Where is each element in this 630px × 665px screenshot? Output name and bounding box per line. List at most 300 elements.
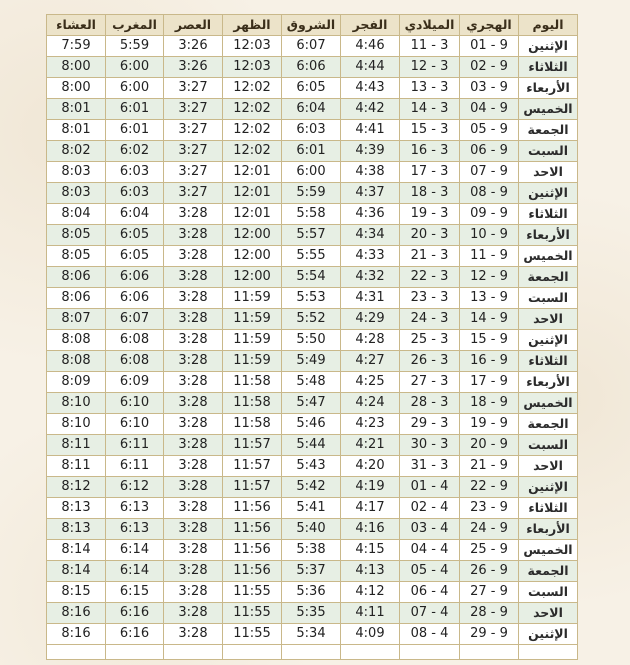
cell-fajr: 4:38: [341, 162, 400, 183]
cell-gregorian-date: 13 - 3: [400, 78, 460, 99]
cell-asr: 3:28: [164, 435, 223, 456]
empty-cell: [223, 645, 282, 660]
cell-isha: 8:03: [47, 162, 106, 183]
cell-isha: 8:01: [47, 120, 106, 141]
cell-fajr: 4:33: [341, 246, 400, 267]
cell-isha: 8:16: [47, 603, 106, 624]
cell-gregorian-date: 30 - 3: [400, 435, 460, 456]
empty-cell: [106, 645, 164, 660]
cell-sunrise: 5:54: [282, 267, 341, 288]
empty-cell: [519, 645, 578, 660]
cell-day: السبت: [519, 435, 578, 456]
cell-fajr: 4:44: [341, 57, 400, 78]
cell-hijri-date: 07 - 9: [460, 162, 519, 183]
cell-gregorian-date: 19 - 3: [400, 204, 460, 225]
cell-asr: 3:28: [164, 477, 223, 498]
cell-isha: 8:09: [47, 372, 106, 393]
cell-gregorian-date: 15 - 3: [400, 120, 460, 141]
cell-isha: 8:00: [47, 78, 106, 99]
cell-asr: 3:28: [164, 561, 223, 582]
cell-maghrib: 6:09: [106, 372, 164, 393]
cell-day: الأربعاء: [519, 519, 578, 540]
cell-day: الأربعاء: [519, 372, 578, 393]
cell-fajr: 4:09: [341, 624, 400, 645]
cell-gregorian-date: 16 - 3: [400, 141, 460, 162]
table-row: [47, 603, 578, 624]
cell-sunrise: 5:52: [282, 309, 341, 330]
cell-asr: 3:28: [164, 414, 223, 435]
cell-asr: 3:28: [164, 225, 223, 246]
cell-dhuhr: 11:55: [223, 624, 282, 645]
cell-dhuhr: 12:01: [223, 183, 282, 204]
cell-gregorian-date: 06 - 4: [400, 582, 460, 603]
table-row: [47, 225, 578, 246]
cell-sunrise: 6:00: [282, 162, 341, 183]
cell-isha: 8:15: [47, 582, 106, 603]
cell-asr: 3:28: [164, 309, 223, 330]
table-row: [47, 414, 578, 435]
cell-day: الإثنين: [519, 330, 578, 351]
cell-hijri-date: 22 - 9: [460, 477, 519, 498]
cell-maghrib: 6:05: [106, 225, 164, 246]
cell-maghrib: 6:11: [106, 456, 164, 477]
cell-hijri-date: 15 - 9: [460, 330, 519, 351]
cell-hijri-date: 17 - 9: [460, 372, 519, 393]
cell-dhuhr: 12:01: [223, 162, 282, 183]
cell-gregorian-date: 22 - 3: [400, 267, 460, 288]
cell-hijri-date: 26 - 9: [460, 561, 519, 582]
cell-asr: 3:28: [164, 624, 223, 645]
cell-sunrise: 5:40: [282, 519, 341, 540]
table-row: [47, 351, 578, 372]
table-row: [47, 309, 578, 330]
table-row: [47, 435, 578, 456]
cell-gregorian-date: 29 - 3: [400, 414, 460, 435]
cell-sunrise: 6:07: [282, 36, 341, 57]
cell-hijri-date: 23 - 9: [460, 498, 519, 519]
cell-dhuhr: 11:58: [223, 393, 282, 414]
cell-hijri-date: 09 - 9: [460, 204, 519, 225]
cell-fajr: 4:37: [341, 183, 400, 204]
cell-day: الإثنين: [519, 624, 578, 645]
cell-asr: 3:28: [164, 288, 223, 309]
empty-cell: [460, 645, 519, 660]
cell-day: الخميس: [519, 246, 578, 267]
cell-isha: 8:05: [47, 225, 106, 246]
cell-maghrib: 6:16: [106, 624, 164, 645]
cell-day: السبت: [519, 582, 578, 603]
table-row: [47, 288, 578, 309]
table-row: [47, 183, 578, 204]
cell-dhuhr: 12:02: [223, 120, 282, 141]
header-gregorian: الميلادي: [400, 15, 460, 36]
table-row: [47, 162, 578, 183]
table-row: [47, 267, 578, 288]
cell-sunrise: 5:55: [282, 246, 341, 267]
cell-day: السبت: [519, 141, 578, 162]
cell-isha: 8:01: [47, 99, 106, 120]
table-body: [47, 36, 578, 660]
table-row: [47, 393, 578, 414]
cell-asr: 3:27: [164, 78, 223, 99]
cell-maghrib: 6:07: [106, 309, 164, 330]
cell-fajr: 4:24: [341, 393, 400, 414]
cell-day: الثلاثاء: [519, 57, 578, 78]
cell-fajr: 4:29: [341, 309, 400, 330]
cell-sunrise: 5:41: [282, 498, 341, 519]
cell-fajr: 4:20: [341, 456, 400, 477]
cell-dhuhr: 12:01: [223, 204, 282, 225]
table-row: [47, 519, 578, 540]
cell-isha: 7:59: [47, 36, 106, 57]
cell-maghrib: 6:12: [106, 477, 164, 498]
cell-hijri-date: 03 - 9: [460, 78, 519, 99]
cell-isha: 8:10: [47, 414, 106, 435]
cell-hijri-date: 11 - 9: [460, 246, 519, 267]
cell-hijri-date: 04 - 9: [460, 99, 519, 120]
cell-hijri-date: 27 - 9: [460, 582, 519, 603]
table-row: [47, 57, 578, 78]
cell-day: الإثنين: [519, 36, 578, 57]
cell-isha: 8:05: [47, 246, 106, 267]
cell-day: الجمعة: [519, 414, 578, 435]
header-fajr: الفجر: [341, 15, 400, 36]
cell-fajr: 4:12: [341, 582, 400, 603]
cell-hijri-date: 29 - 9: [460, 624, 519, 645]
cell-isha: 8:04: [47, 204, 106, 225]
cell-gregorian-date: 24 - 3: [400, 309, 460, 330]
cell-gregorian-date: 20 - 3: [400, 225, 460, 246]
empty-cell: [282, 645, 341, 660]
cell-fajr: 4:21: [341, 435, 400, 456]
cell-asr: 3:27: [164, 99, 223, 120]
cell-gregorian-date: 08 - 4: [400, 624, 460, 645]
table-row: [47, 36, 578, 57]
table-row: [47, 99, 578, 120]
header-day: اليوم: [519, 15, 578, 36]
cell-maghrib: 6:08: [106, 351, 164, 372]
cell-sunrise: 5:38: [282, 540, 341, 561]
cell-maghrib: 6:14: [106, 561, 164, 582]
cell-isha: 8:00: [47, 57, 106, 78]
cell-day: الأربعاء: [519, 225, 578, 246]
cell-asr: 3:27: [164, 162, 223, 183]
cell-sunrise: 5:42: [282, 477, 341, 498]
prayer-times-table: [46, 14, 578, 660]
cell-maghrib: 6:16: [106, 603, 164, 624]
cell-isha: 8:08: [47, 351, 106, 372]
cell-asr: 3:27: [164, 141, 223, 162]
cell-asr: 3:28: [164, 267, 223, 288]
cell-day: الخميس: [519, 540, 578, 561]
cell-day: الاحد: [519, 603, 578, 624]
cell-maghrib: 6:08: [106, 330, 164, 351]
cell-gregorian-date: 25 - 3: [400, 330, 460, 351]
cell-day: الجمعة: [519, 267, 578, 288]
cell-isha: 8:14: [47, 561, 106, 582]
cell-maghrib: 6:10: [106, 393, 164, 414]
cell-asr: 3:28: [164, 603, 223, 624]
cell-day: الإثنين: [519, 477, 578, 498]
cell-maghrib: 6:03: [106, 183, 164, 204]
table-row-empty: [47, 645, 578, 660]
empty-cell: [341, 645, 400, 660]
table-row: [47, 120, 578, 141]
cell-day: الأربعاء: [519, 78, 578, 99]
cell-isha: 8:03: [47, 183, 106, 204]
cell-asr: 3:28: [164, 393, 223, 414]
cell-maghrib: 5:59: [106, 36, 164, 57]
cell-fajr: 4:27: [341, 351, 400, 372]
cell-fajr: 4:46: [341, 36, 400, 57]
cell-fajr: 4:15: [341, 540, 400, 561]
cell-fajr: 4:32: [341, 267, 400, 288]
cell-fajr: 4:23: [341, 414, 400, 435]
cell-dhuhr: 11:55: [223, 603, 282, 624]
cell-isha: 8:06: [47, 288, 106, 309]
cell-dhuhr: 11:57: [223, 435, 282, 456]
table-row: [47, 582, 578, 603]
cell-gregorian-date: 14 - 3: [400, 99, 460, 120]
cell-sunrise: 6:01: [282, 141, 341, 162]
cell-maghrib: 6:05: [106, 246, 164, 267]
cell-sunrise: 5:34: [282, 624, 341, 645]
cell-maghrib: 6:00: [106, 78, 164, 99]
cell-isha: 8:11: [47, 435, 106, 456]
cell-dhuhr: 11:56: [223, 540, 282, 561]
cell-gregorian-date: 04 - 4: [400, 540, 460, 561]
cell-fajr: 4:13: [341, 561, 400, 582]
cell-sunrise: 5:48: [282, 372, 341, 393]
cell-maghrib: 6:14: [106, 540, 164, 561]
cell-sunrise: 6:05: [282, 78, 341, 99]
cell-gregorian-date: 27 - 3: [400, 372, 460, 393]
cell-hijri-date: 28 - 9: [460, 603, 519, 624]
cell-dhuhr: 11:56: [223, 519, 282, 540]
cell-fajr: 4:42: [341, 99, 400, 120]
cell-fajr: 4:28: [341, 330, 400, 351]
cell-maghrib: 6:06: [106, 267, 164, 288]
cell-asr: 3:28: [164, 246, 223, 267]
cell-day: الاحد: [519, 162, 578, 183]
cell-fajr: 4:43: [341, 78, 400, 99]
header-hijri: الهجري: [460, 15, 519, 36]
table-row: [47, 561, 578, 582]
cell-fajr: 4:17: [341, 498, 400, 519]
cell-dhuhr: 11:59: [223, 309, 282, 330]
cell-gregorian-date: 02 - 4: [400, 498, 460, 519]
cell-isha: 8:07: [47, 309, 106, 330]
cell-dhuhr: 11:58: [223, 414, 282, 435]
cell-dhuhr: 11:58: [223, 372, 282, 393]
cell-sunrise: 5:49: [282, 351, 341, 372]
cell-sunrise: 5:53: [282, 288, 341, 309]
cell-maghrib: 6:13: [106, 519, 164, 540]
cell-fajr: 4:25: [341, 372, 400, 393]
cell-isha: 8:13: [47, 498, 106, 519]
cell-hijri-date: 16 - 9: [460, 351, 519, 372]
cell-dhuhr: 12:00: [223, 267, 282, 288]
cell-fajr: 4:36: [341, 204, 400, 225]
cell-day: الخميس: [519, 393, 578, 414]
cell-isha: 8:10: [47, 393, 106, 414]
cell-dhuhr: 12:02: [223, 78, 282, 99]
table-row: [47, 372, 578, 393]
header-dhuhr: الظهر: [223, 15, 282, 36]
cell-gregorian-date: 07 - 4: [400, 603, 460, 624]
cell-gregorian-date: 17 - 3: [400, 162, 460, 183]
cell-dhuhr: 12:02: [223, 141, 282, 162]
cell-dhuhr: 12:00: [223, 246, 282, 267]
cell-maghrib: 6:10: [106, 414, 164, 435]
cell-gregorian-date: 26 - 3: [400, 351, 460, 372]
cell-sunrise: 5:35: [282, 603, 341, 624]
cell-gregorian-date: 23 - 3: [400, 288, 460, 309]
cell-asr: 3:28: [164, 519, 223, 540]
cell-hijri-date: 14 - 9: [460, 309, 519, 330]
cell-hijri-date: 02 - 9: [460, 57, 519, 78]
cell-hijri-date: 20 - 9: [460, 435, 519, 456]
cell-gregorian-date: 21 - 3: [400, 246, 460, 267]
cell-maghrib: 6:11: [106, 435, 164, 456]
cell-dhuhr: 11:59: [223, 288, 282, 309]
cell-sunrise: 5:43: [282, 456, 341, 477]
cell-fajr: 4:11: [341, 603, 400, 624]
cell-maghrib: 6:04: [106, 204, 164, 225]
cell-dhuhr: 11:57: [223, 456, 282, 477]
cell-dhuhr: 11:57: [223, 477, 282, 498]
cell-dhuhr: 11:56: [223, 498, 282, 519]
table-row: [47, 78, 578, 99]
cell-sunrise: 5:36: [282, 582, 341, 603]
cell-isha: 8:14: [47, 540, 106, 561]
cell-isha: 8:11: [47, 456, 106, 477]
table-row: [47, 624, 578, 645]
cell-hijri-date: 13 - 9: [460, 288, 519, 309]
cell-fajr: 4:41: [341, 120, 400, 141]
cell-isha: 8:13: [47, 519, 106, 540]
table-row: [47, 540, 578, 561]
cell-hijri-date: 12 - 9: [460, 267, 519, 288]
cell-day: الثلاثاء: [519, 498, 578, 519]
table-row: [47, 330, 578, 351]
table-row: [47, 246, 578, 267]
cell-gregorian-date: 28 - 3: [400, 393, 460, 414]
header-maghrib: المغرب: [106, 15, 164, 36]
cell-isha: 8:12: [47, 477, 106, 498]
cell-fajr: 4:34: [341, 225, 400, 246]
cell-sunrise: 6:04: [282, 99, 341, 120]
cell-maghrib: 6:01: [106, 99, 164, 120]
cell-isha: 8:06: [47, 267, 106, 288]
cell-isha: 8:08: [47, 330, 106, 351]
table-row: [47, 498, 578, 519]
cell-asr: 3:28: [164, 540, 223, 561]
prayer-times-table-container: [46, 14, 577, 660]
cell-asr: 3:28: [164, 498, 223, 519]
cell-hijri-date: 01 - 9: [460, 36, 519, 57]
cell-asr: 3:28: [164, 456, 223, 477]
cell-day: الخميس: [519, 99, 578, 120]
cell-dhuhr: 12:03: [223, 57, 282, 78]
cell-sunrise: 5:37: [282, 561, 341, 582]
cell-hijri-date: 18 - 9: [460, 393, 519, 414]
table-row: [47, 477, 578, 498]
cell-maghrib: 6:13: [106, 498, 164, 519]
cell-dhuhr: 11:55: [223, 582, 282, 603]
cell-gregorian-date: 31 - 3: [400, 456, 460, 477]
cell-hijri-date: 21 - 9: [460, 456, 519, 477]
cell-hijri-date: 08 - 9: [460, 183, 519, 204]
cell-dhuhr: 11:59: [223, 330, 282, 351]
table-row: [47, 141, 578, 162]
cell-hijri-date: 19 - 9: [460, 414, 519, 435]
cell-sunrise: 5:46: [282, 414, 341, 435]
cell-sunrise: 5:47: [282, 393, 341, 414]
cell-asr: 3:28: [164, 372, 223, 393]
cell-sunrise: 6:06: [282, 57, 341, 78]
cell-sunrise: 5:59: [282, 183, 341, 204]
empty-cell: [164, 645, 223, 660]
cell-sunrise: 6:03: [282, 120, 341, 141]
cell-fajr: 4:31: [341, 288, 400, 309]
cell-fajr: 4:19: [341, 477, 400, 498]
header-asr: العصر: [164, 15, 223, 36]
cell-sunrise: 5:44: [282, 435, 341, 456]
cell-isha: 8:16: [47, 624, 106, 645]
table-row: [47, 204, 578, 225]
cell-asr: 3:28: [164, 351, 223, 372]
cell-maghrib: 6:03: [106, 162, 164, 183]
cell-maghrib: 6:02: [106, 141, 164, 162]
cell-hijri-date: 24 - 9: [460, 519, 519, 540]
cell-gregorian-date: 05 - 4: [400, 561, 460, 582]
cell-asr: 3:26: [164, 57, 223, 78]
empty-cell: [47, 645, 106, 660]
cell-isha: 8:02: [47, 141, 106, 162]
table-row: [47, 456, 578, 477]
table-header-row: [47, 15, 578, 36]
cell-asr: 3:27: [164, 120, 223, 141]
cell-day: الثلاثاء: [519, 351, 578, 372]
cell-gregorian-date: 03 - 4: [400, 519, 460, 540]
cell-maghrib: 6:06: [106, 288, 164, 309]
cell-dhuhr: 12:03: [223, 36, 282, 57]
empty-cell: [400, 645, 460, 660]
cell-gregorian-date: 18 - 3: [400, 183, 460, 204]
cell-fajr: 4:16: [341, 519, 400, 540]
cell-day: الثلاثاء: [519, 204, 578, 225]
cell-dhuhr: 12:02: [223, 99, 282, 120]
cell-asr: 3:26: [164, 36, 223, 57]
cell-asr: 3:28: [164, 204, 223, 225]
cell-sunrise: 5:50: [282, 330, 341, 351]
cell-gregorian-date: 11 - 3: [400, 36, 460, 57]
cell-asr: 3:28: [164, 582, 223, 603]
cell-day: السبت: [519, 288, 578, 309]
cell-maghrib: 6:01: [106, 120, 164, 141]
cell-fajr: 4:39: [341, 141, 400, 162]
cell-hijri-date: 25 - 9: [460, 540, 519, 561]
cell-day: الجمعة: [519, 561, 578, 582]
cell-hijri-date: 05 - 9: [460, 120, 519, 141]
cell-maghrib: 6:15: [106, 582, 164, 603]
cell-sunrise: 5:58: [282, 204, 341, 225]
cell-hijri-date: 10 - 9: [460, 225, 519, 246]
cell-asr: 3:28: [164, 330, 223, 351]
cell-day: الاحد: [519, 456, 578, 477]
cell-dhuhr: 11:56: [223, 561, 282, 582]
